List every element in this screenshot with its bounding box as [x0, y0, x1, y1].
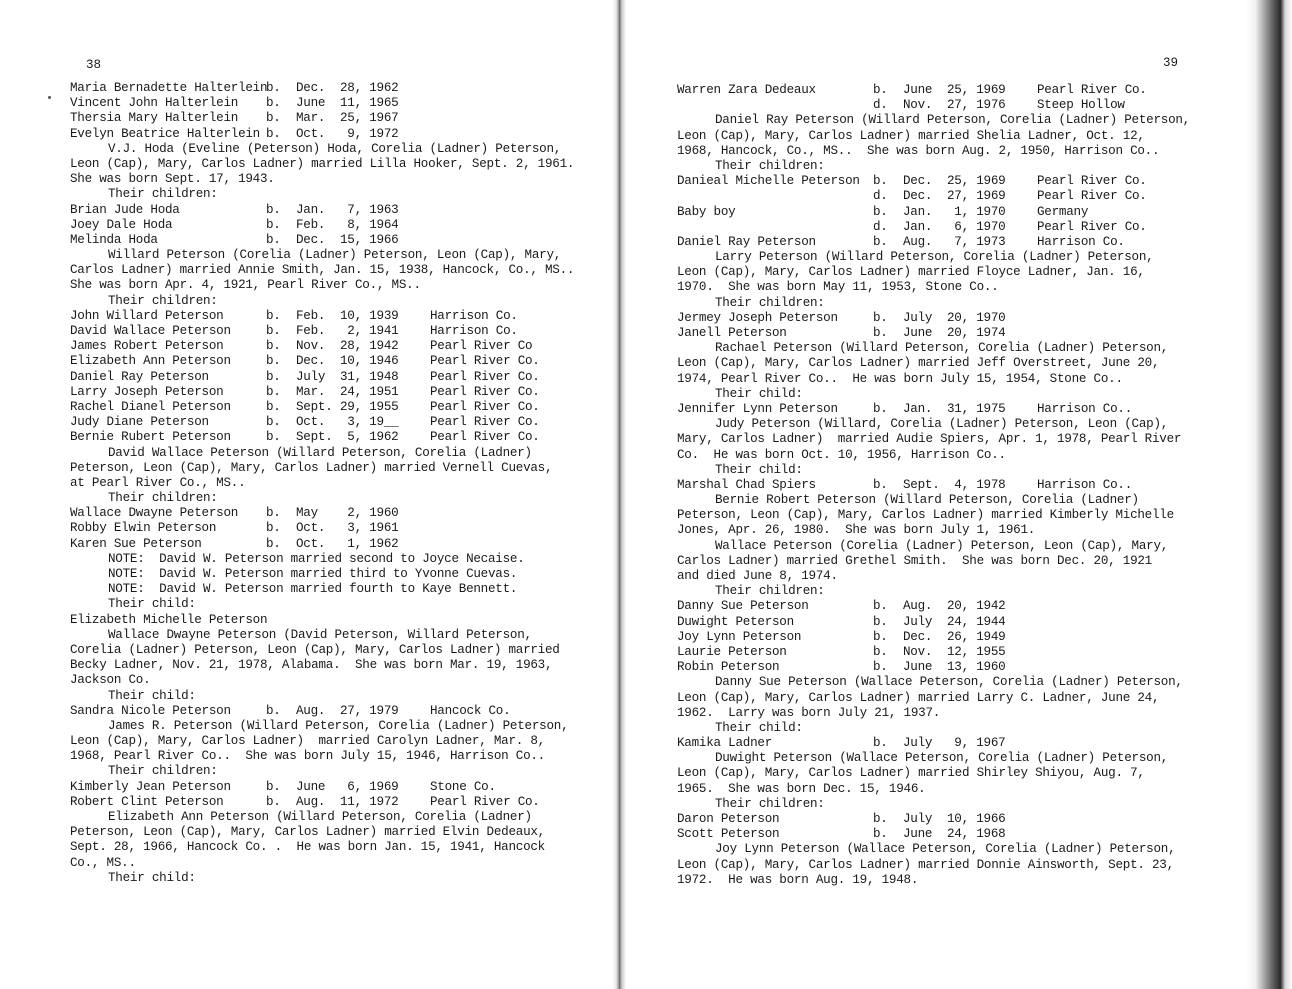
record-place: Harrison Co.: [1037, 234, 1125, 249]
record-month: Jan.: [903, 204, 933, 219]
page-edge-shadow: [1246, 0, 1292, 989]
children-heading: Their children:: [108, 491, 218, 506]
record-event: b.: [266, 111, 281, 126]
record-day: 10, 1946: [340, 354, 399, 369]
record-event: b.: [266, 399, 281, 414]
record-name: [677, 220, 873, 235]
record-name: Kamika Ladner: [677, 736, 772, 751]
text-line: Peterson, Leon (Cap), Mary, Carlos Ladner) married Vernell Cuevas,: [70, 460, 553, 475]
paragraph-start: Danny Sue Peterson (Wallace Peterson, Corelia (Ladner) Peterson,: [715, 675, 1183, 690]
record-name: Evelyn Beatrice Halterlein: [70, 126, 260, 141]
record-day: 26, 1949: [947, 629, 1006, 644]
record-place: Harrison Co..: [1037, 477, 1132, 492]
record-name: Duwight Peterson: [677, 614, 794, 629]
record-place: Harrison Co..: [1037, 401, 1132, 416]
record-place: Harrison Co.: [430, 324, 518, 338]
record-row: [70, 400, 600, 415]
record-month: June: [903, 827, 933, 842]
text-line: 1974, Pearl River Co.. He was born July 15, 1954, Stone Co..: [677, 371, 1123, 386]
left-page: [0, 0, 612, 989]
record-name: Robin Peterson: [677, 660, 780, 675]
record-place: Pearl River Co.: [430, 399, 540, 414]
record-event: b.: [266, 384, 281, 399]
record-name: Danny Sue Peterson: [677, 599, 809, 614]
record-row: [70, 506, 600, 521]
record-name: Joy Lynn Peterson: [677, 629, 802, 644]
children-heading: Their child:: [108, 688, 196, 703]
record-day: 1, 1970: [947, 204, 1006, 219]
children-heading: Their child:: [108, 870, 196, 885]
record-day: 31, 1948: [340, 369, 399, 384]
paragraph-start: V.J. Hoda (Eveline (Peterson) Hoda, Corelia (Ladner) Peterson,: [108, 141, 562, 156]
record-event: b.: [873, 660, 888, 675]
record-day: 12, 1955: [947, 644, 1006, 659]
page-number: 38: [86, 58, 102, 72]
record-row: [70, 81, 600, 96]
record-month: Aug.: [296, 794, 326, 809]
paragraph-start: Rachael Peterson (Willard Peterson, Corelia (Ladner) Peterson,: [715, 341, 1169, 356]
record-name: Daniel Ray Peterson: [677, 234, 816, 249]
record-event: b.: [266, 324, 281, 338]
paragraph-start: Willard Peterson (Corelia (Ladner) Peterson, Leon (Cap), Mary,: [108, 248, 562, 263]
record-name: Daron Peterson: [677, 812, 780, 826]
record-month: June: [903, 660, 933, 675]
record-month: July: [903, 736, 933, 751]
record-day: 28, 1962: [340, 81, 399, 95]
record-row: [70, 324, 600, 339]
children-heading: Their child:: [108, 597, 196, 612]
record-row: [70, 127, 600, 142]
text-line: She was born Apr. 4, 1921, Pearl River Co., MS..: [70, 278, 421, 293]
children-heading: Their children:: [108, 764, 218, 779]
paragraph-start: Bernie Robert Peterson (Willard Peterson, Corelia (Ladner): [715, 493, 1139, 508]
record-day: 2, 1960: [340, 506, 399, 521]
record-day: 9, 1967: [947, 736, 1006, 751]
paragraph-start: Wallace Peterson (Corelia (Ladner) Peterson, Leon (Cap), Mary,: [715, 538, 1169, 553]
record-name: Daniel Ray Peterson: [70, 369, 209, 384]
record-row: [677, 812, 1237, 827]
record-month: Feb.: [296, 324, 326, 338]
children-heading: Their children:: [715, 295, 825, 310]
text-line: 1968, Hancock, Co., MS.. She was born Aug. 2, 1950, Harrison Co..: [677, 143, 1160, 158]
book-gutter: [612, 0, 626, 989]
record-name: David Wallace Peterson: [70, 324, 231, 338]
record-name: Brian Jude Hoda: [70, 202, 180, 217]
record-month: July: [296, 369, 326, 384]
record-name: [677, 98, 873, 113]
record-event: b.: [873, 827, 888, 842]
record-month: Oct.: [296, 521, 326, 536]
record-name: Laurie Peterson: [677, 644, 787, 659]
record-day: 3, 1961: [340, 521, 399, 536]
record-month: July: [903, 310, 933, 325]
record-day: 2, 1941: [340, 324, 399, 338]
text-line: Leon (Cap), Mary, Carlos Ladner) married Donnie Ainsworth, Sept. 23,: [677, 857, 1174, 872]
record-day: 20, 1942: [947, 599, 1006, 614]
record-day: 24, 1951: [340, 384, 399, 399]
record-day: 25, 1967: [340, 111, 399, 126]
record-event: b.: [873, 174, 888, 189]
text-line: and died June 8, 1974.: [677, 569, 838, 583]
children-heading: Their child:: [715, 386, 803, 401]
text-line: at Pearl River Co., MS..: [70, 475, 246, 490]
record-month: June: [296, 779, 326, 794]
record-place: Pearl River Co.: [430, 415, 540, 430]
record-name: Scott Peterson: [677, 827, 780, 842]
text-line: Carlos Ladner) married Grethel Smith. She was born Dec. 20, 1921: [677, 553, 1152, 568]
record-place: Pearl River Co.: [430, 430, 540, 445]
text-line: Corelia (Ladner) Peterson, Leon (Cap), Mary, Carlos Ladner) married: [70, 642, 560, 657]
record-name: Danieal Michelle Peterson: [677, 174, 860, 189]
children-heading: Their child:: [715, 720, 803, 735]
record-month: Mar.: [296, 111, 326, 126]
record-event: b.: [873, 204, 888, 219]
record-place: Pearl River Co.: [1037, 174, 1147, 189]
record-event: b.: [266, 415, 281, 430]
record-month: Dec.: [296, 81, 326, 95]
record-day: 3, 19__: [340, 415, 399, 430]
record-row: [677, 660, 1237, 675]
record-event: b.: [266, 794, 281, 809]
text-line: Leon (Cap), Mary, Carlos Ladner) married Shelia Ladner, Oct. 12,: [677, 128, 1145, 143]
record-day: 1, 1962: [340, 536, 399, 551]
record-day: 15, 1966: [340, 232, 399, 247]
record-event: d.: [873, 189, 888, 204]
record-name: Jermey Joseph Peterson: [677, 310, 838, 325]
record-name: Larry Joseph Peterson: [70, 384, 224, 399]
record-month: Dec.: [903, 629, 933, 644]
record-name: Warren Zara Dedeaux: [677, 83, 816, 97]
paragraph-start: Duwight Peterson (Wallace Peterson, Corelia (Ladner) Peterson,: [715, 751, 1169, 766]
paragraph-start: David Wallace Peterson (Willard Peterson, Corelia (Ladner): [108, 445, 532, 460]
record-row: [70, 339, 600, 354]
record-month: Oct.: [296, 536, 326, 551]
paragraph-start: Larry Peterson (Willard Peterson, Corelia (Ladner) Peterson,: [715, 250, 1154, 265]
record-event: b.: [266, 521, 281, 536]
record-month: Feb.: [296, 217, 326, 232]
record-event: b.: [873, 83, 888, 97]
record-month: Jan.: [903, 401, 933, 416]
record-row: [70, 385, 600, 400]
record-name: Jennifer Lynn Peterson: [677, 401, 838, 416]
record-event: b.: [266, 354, 281, 369]
record-event: b.: [873, 326, 888, 340]
record-row: [70, 354, 600, 369]
record-day: 27, 1969: [947, 189, 1006, 204]
text-line: 1970. She was born May 11, 1953, Stone Co..: [677, 280, 999, 295]
record-row: [677, 235, 1237, 250]
record-row: [70, 111, 600, 126]
record-month: Sept.: [296, 399, 333, 414]
record-event: b.: [873, 599, 888, 614]
record-row: [70, 430, 600, 445]
record-event: b.: [873, 812, 888, 826]
stray-mark: [48, 96, 51, 99]
paragraph-start: Judy Peterson (Willard, Corelia (Ladner) Peterson, Leon (Cap),: [715, 417, 1169, 432]
record-day: 28, 1942: [340, 339, 399, 354]
record-month: May: [296, 506, 318, 521]
record-row: [70, 415, 600, 430]
record-event: b.: [873, 614, 888, 629]
text-line: She was born Sept. 17, 1943.: [70, 172, 275, 187]
text-line: Jackson Co.: [70, 673, 151, 688]
record-name: James Robert Peterson: [70, 339, 224, 354]
record-row: [677, 83, 1237, 98]
record-month: Dec.: [296, 354, 326, 369]
record-day: 7, 1973: [947, 234, 1006, 249]
record-month: Sept.: [296, 430, 333, 445]
record-name: Judy Diane Peterson: [70, 415, 209, 430]
record-event: b.: [266, 430, 281, 445]
record-event: b.: [266, 217, 281, 232]
children-heading: Their children:: [715, 584, 825, 599]
record-event: b.: [266, 703, 281, 718]
children-heading: Their children:: [108, 293, 218, 308]
record-row: [677, 402, 1237, 417]
record-day: 7, 1963: [340, 202, 399, 217]
record-event: b.: [873, 629, 888, 644]
record-day: 10, 1939: [340, 308, 399, 323]
record-name: [677, 189, 873, 204]
record-name: Thersia Mary Halterlein: [70, 111, 239, 126]
record-row: [677, 615, 1237, 630]
record-name: Wallace Dwayne Peterson: [70, 506, 239, 521]
text-line: Leon (Cap), Mary, Carlos Ladner) married Jeff Overstreet, June 20,: [677, 356, 1160, 371]
record-place: Harrison Co.: [430, 308, 518, 323]
record-row: [70, 233, 600, 248]
paragraph-start: Elizabeth Ann Peterson (Willard Peterson, Corelia (Ladner): [108, 810, 532, 824]
record-event: b.: [873, 401, 888, 416]
record-month: Nov.: [903, 644, 933, 659]
record-name: Robby Elwin Peterson: [70, 521, 217, 536]
record-place: Pearl River Co.: [1037, 83, 1147, 97]
record-event: b.: [266, 232, 281, 247]
text-line: Mary, Carlos Ladner) married Audie Spiers, Apr. 1, 1978, Pearl River: [677, 432, 1182, 447]
record-place: Pearl River Co.: [430, 794, 540, 809]
record-row: [70, 370, 600, 385]
record-day: 9, 1972: [340, 126, 399, 141]
record-day: 24, 1968: [947, 827, 1006, 842]
text-line: Elizabeth Michelle Peterson: [70, 612, 268, 627]
record-row: [677, 645, 1237, 660]
record-name: Maria Bernadette Halterlein: [70, 81, 268, 95]
record-event: d.: [873, 219, 888, 234]
record-month: Nov.: [296, 339, 326, 354]
children-heading: Their children:: [715, 158, 825, 173]
record-name: Baby boy: [677, 204, 736, 219]
record-row: [677, 736, 1237, 751]
record-day: 27, 1979: [340, 703, 399, 718]
record-month: July: [903, 812, 933, 826]
record-month: Jan.: [903, 219, 933, 234]
record-place: Hancock Co.: [430, 703, 511, 718]
record-month: June: [903, 326, 933, 340]
note-line: NOTE: David W. Peterson married third to Yvonne Cuevas.: [108, 567, 518, 581]
record-month: Aug.: [903, 599, 933, 614]
text-line: 1968, Pearl River Co.. She was born July 15, 1946, Harrison Co..: [70, 749, 545, 764]
record-place: Pearl River Co.: [430, 369, 540, 384]
record-month: Jan.: [296, 202, 326, 217]
record-row: [70, 521, 600, 536]
text-line: Jones, Apr. 26, 1980. She was born July 1, 1961.: [677, 523, 1036, 538]
record-name: Marshal Chad Spiers: [677, 477, 816, 492]
record-row: [677, 311, 1237, 326]
record-event: b.: [873, 736, 888, 751]
record-month: Oct.: [296, 126, 326, 141]
record-row: [677, 205, 1237, 220]
children-heading: Their children:: [108, 187, 218, 202]
record-event: b.: [266, 779, 281, 794]
record-day: 31, 1975: [947, 401, 1006, 416]
record-day: 4, 1978: [947, 477, 1006, 492]
record-event: b.: [266, 506, 281, 521]
record-row: [677, 189, 1237, 204]
record-month: Sept.: [903, 477, 940, 492]
paragraph-start: James R. Peterson (Willard Peterson, Corelia (Ladner) Peterson,: [108, 718, 569, 733]
record-name: Melinda Hoda: [70, 232, 158, 247]
record-event: b.: [266, 81, 281, 95]
record-event: b.: [266, 126, 281, 141]
record-event: b.: [873, 234, 888, 249]
record-row: [677, 98, 1237, 113]
text-line: Peterson, Leon (Cap), Mary, Carlos Ladner) married Kimberly Michelle: [677, 508, 1174, 523]
record-month: July: [903, 614, 933, 629]
record-month: June: [903, 83, 933, 97]
record-day: 25, 1969: [947, 83, 1006, 97]
text-line: Co. He was born Oct. 10, 1956, Harrison Co..: [677, 447, 1006, 462]
record-name: Joey Dale Hoda: [70, 217, 173, 232]
record-place: Pearl River Co.: [430, 354, 540, 369]
record-month: Mar.: [296, 384, 326, 399]
record-name: Sandra Nicole Peterson: [70, 703, 231, 718]
record-day: 24, 1944: [947, 614, 1006, 629]
record-day: 6, 1969: [340, 779, 399, 794]
record-row: [70, 704, 600, 719]
record-row: [70, 795, 600, 810]
record-event: b.: [266, 202, 281, 217]
record-month: Feb.: [296, 308, 326, 323]
record-row: [677, 827, 1237, 842]
right-page-text: [677, 83, 1237, 888]
record-day: 20, 1974: [947, 326, 1006, 340]
record-event: b.: [266, 96, 281, 111]
paragraph-start: Wallace Dwayne Peterson (David Peterson, Willard Peterson,: [108, 627, 532, 642]
text-line: Leon (Cap), Mary, Carlos Ladner) married Shirley Shiyou, Aug. 7,: [677, 766, 1145, 781]
record-place: Pearl River Co.: [430, 384, 540, 399]
text-line: 1972. He was born Aug. 19, 1948.: [677, 872, 919, 887]
record-row: [70, 218, 600, 233]
record-month: Dec.: [296, 232, 326, 247]
text-line: Becky Ladner, Nov. 21, 1978, Alabama. She was born Mar. 19, 1963,: [70, 658, 553, 673]
record-row: [677, 174, 1237, 189]
paragraph-start: Joy Lynn Peterson (Wallace Peterson, Corelia (Ladner) Peterson,: [715, 842, 1176, 857]
record-name: Vincent John Halterlein: [70, 96, 239, 111]
page-number: 39: [1163, 56, 1179, 70]
text-line: Leon (Cap), Mary, Carlos Ladner) married Floyce Ladner, Jan. 16,: [677, 265, 1145, 280]
record-name: Janell Peterson: [677, 326, 787, 340]
text-line: Peterson, Leon (Cap), Mary, Carlos Ladner) married Elvin Dedeaux,: [70, 825, 545, 840]
record-day: 20, 1970: [947, 310, 1006, 325]
record-row: [677, 478, 1237, 493]
text-line: Leon (Cap), Mary, Carlos Ladner) married Larry C. Ladner, June 24,: [677, 690, 1160, 705]
record-row: [677, 599, 1237, 614]
record-day: 11, 1965: [340, 96, 399, 111]
record-name: John Willard Peterson: [70, 308, 224, 323]
record-name: Bernie Rubert Peterson: [70, 430, 231, 445]
record-month: Oct.: [296, 415, 326, 430]
record-month: Aug.: [296, 703, 326, 718]
record-name: Karen Sue Peterson: [70, 536, 202, 551]
record-name: Kimberly Jean Peterson: [70, 779, 231, 794]
record-day: 13, 1960: [947, 660, 1006, 675]
record-place: Steep Hollow: [1037, 98, 1125, 113]
record-event: d.: [873, 98, 888, 113]
record-row: [677, 326, 1237, 341]
record-row: [70, 780, 600, 795]
record-event: b.: [873, 477, 888, 492]
record-day: 29, 1955: [340, 399, 399, 414]
left-page-text: [70, 81, 600, 886]
record-row: [677, 220, 1237, 235]
record-event: b.: [266, 536, 281, 551]
record-month: June: [296, 96, 326, 111]
record-day: 6, 1970: [947, 219, 1006, 234]
record-name: Elizabeth Ann Peterson: [70, 354, 231, 369]
record-row: [677, 630, 1237, 645]
record-name: Robert Clint Peterson: [70, 794, 224, 809]
text-line: Sept. 28, 1966, Hancock Co. . He was born Jan. 15, 1941, Hancock: [70, 840, 545, 855]
record-place: Germany: [1037, 204, 1089, 219]
record-event: b.: [266, 308, 281, 323]
record-month: Nov.: [903, 98, 933, 113]
note-line: NOTE: David W. Peterson married second to Joyce Necaise.: [108, 551, 525, 566]
record-day: 8, 1964: [340, 217, 399, 232]
record-month: Dec.: [903, 174, 933, 189]
record-event: b.: [873, 310, 888, 325]
record-day: 27, 1976: [947, 98, 1006, 113]
record-event: b.: [266, 339, 281, 354]
children-heading: Their children:: [715, 796, 825, 811]
record-month: Aug.: [903, 234, 933, 249]
record-row: [70, 537, 600, 552]
record-event: b.: [873, 644, 888, 659]
record-day: 11, 1972: [340, 794, 399, 809]
text-line: 1962. Larry was born July 21, 1937.: [677, 705, 941, 720]
record-day: 25, 1969: [947, 174, 1006, 189]
text-line: Leon (Cap), Mary, Carlos Ladner) married Carolyn Ladner, Mar. 8,: [70, 734, 545, 749]
record-place: Pearl River Co: [430, 339, 533, 354]
record-day: 5, 1962: [340, 430, 399, 445]
record-place: Stone Co.: [430, 779, 496, 794]
record-day: 10, 1966: [947, 812, 1006, 826]
record-place: Pearl River Co.: [1037, 189, 1147, 204]
record-event: b.: [266, 369, 281, 384]
text-line: Co., MS..: [70, 855, 136, 870]
paragraph-start: Daniel Ray Peterson (Willard Peterson, Corelia (Ladner) Peterson,: [715, 113, 1190, 128]
record-name: Rachel Dianel Peterson: [70, 399, 231, 414]
record-row: [70, 203, 600, 218]
record-row: [70, 309, 600, 324]
note-line: NOTE: David W. Peterson married fourth to Kaye Bennett.: [108, 582, 518, 597]
record-row: [70, 96, 600, 111]
children-heading: Their child:: [715, 462, 803, 477]
record-month: Dec.: [903, 189, 933, 204]
record-place: Pearl River Co.: [1037, 219, 1147, 234]
text-line: Leon (Cap), Mary, Carlos Ladner) married Lilla Hooker, Sept. 2, 1961.: [70, 156, 575, 171]
text-line: 1965. She was born Dec. 15, 1946.: [677, 781, 926, 796]
text-line: Carlos Ladner) married Annie Smith, Jan. 15, 1938, Hancock, Co., MS..: [70, 263, 575, 278]
